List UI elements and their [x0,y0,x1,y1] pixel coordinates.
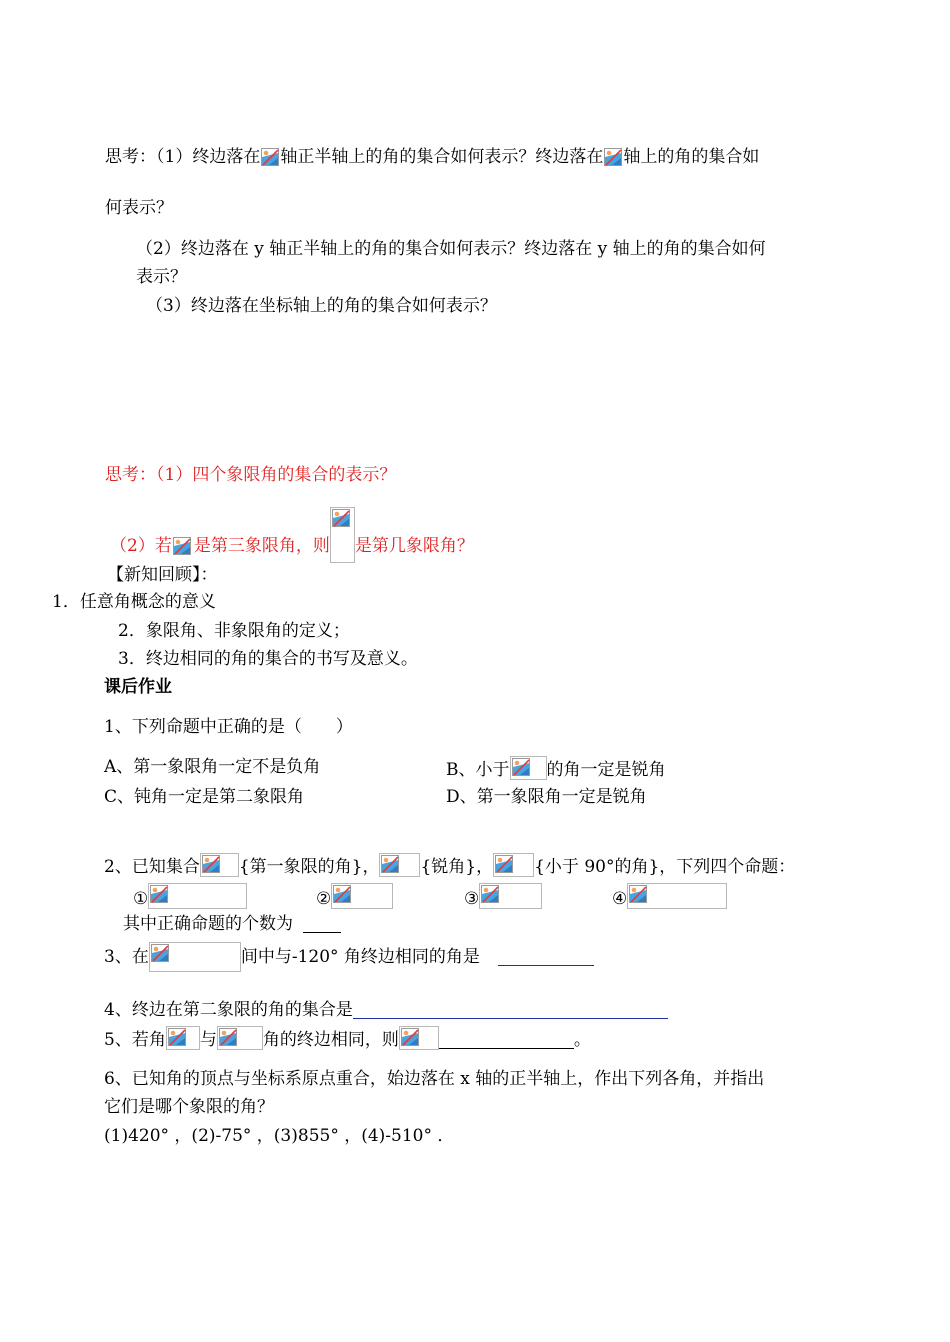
think1-text-a: 思考：（1）终边落在 [105,147,261,167]
q2-line1 [104,853,795,878]
q3-answer-blank[interactable] [498,947,594,966]
broken-image-glyph [168,1028,186,1046]
think1-text-b: 轴正半轴上的角的集合如何表示？终边落在 [280,147,604,167]
q2-prop3-num: ③ [464,889,480,909]
q2-count-text: 其中正确命题的个数为 [123,914,293,934]
broken-image-icon [217,1026,263,1050]
q5-text-a: 5、若角 [104,1030,166,1050]
broken-image-icon [603,147,623,167]
q2-answer-blank[interactable] [303,914,341,933]
broken-image-icon [627,883,727,909]
think1-q2-line2: 表示？ [136,267,187,287]
q2-prop1-num: ① [133,889,149,909]
broken-image-glyph [495,855,513,873]
q4-text: 4、终边在第二象限的角的集合是 [104,1000,353,1020]
q2-text-c: {锐角}， [420,857,494,877]
q5-line [104,1026,591,1051]
think2-text-a: （2）若 [110,536,172,556]
broken-image-glyph [512,758,530,776]
q5-text-c: 角的终边相同，则 [262,1030,399,1050]
q3-line [104,942,594,972]
broken-image-glyph [173,537,191,555]
q1-option-c: C、钝角一定是第二象限角 [104,787,305,807]
think1-line1 [105,146,759,168]
q3-text-a: 3、在 [104,947,149,967]
broken-image-icon [148,883,247,909]
q5-text-b: 与 [199,1030,217,1050]
q6-line3: (1)420° ，(2)-75° ，(3)855° ，(4)-510° ． [104,1126,455,1146]
q2-prop4 [612,883,727,910]
think2-text-b: 是第三象限角，则 [193,536,330,556]
q4-answer-blank[interactable] [353,1000,668,1019]
broken-image-glyph [150,885,168,903]
broken-image-icon [399,1026,439,1050]
broken-image-glyph [381,855,399,873]
q2-prop2 [316,883,393,910]
think2-text-c: 是第几象限角？ [354,536,474,556]
q4-line [104,999,668,1021]
q1-option-b-text-a: B、小于 [446,760,510,780]
think1-text-c: 轴上的角的集合如 [623,147,760,167]
q1-option-b [446,756,666,781]
homework-title: 课后作业 [104,677,172,697]
broken-image-glyph [261,148,279,166]
q2-text-d: {小于 90°的角}，下列四个命题： [534,857,796,877]
q2-prop4-num: ④ [612,889,628,909]
broken-image-glyph [151,944,169,962]
review-item3: 3．终边相同的角的集合的书写及意义。 [118,649,418,669]
q1-option-a: A、第一象限角一定不是负角 [104,757,321,777]
think1-q2-line1: （2）终边落在 y 轴正半轴上的角的集合如何表示？终边落在 y 轴上的角的集合如何 [136,239,766,259]
broken-image-glyph [333,885,351,903]
review-title: 【新知回顾】： [107,565,218,585]
q5-answer-blank[interactable] [439,1030,574,1049]
think2-line2 [110,507,474,563]
broken-image-icon [172,536,194,556]
broken-image-glyph [481,885,499,903]
broken-image-icon [260,147,280,167]
broken-image-icon [493,853,534,877]
think2-line1: 思考：（1）四个象限角的集合的表示？ [105,465,397,485]
q6-line1: 6、已知角的顶点与坐标系原点重合，始边落在 x 轴的正半轴上，作出下列各角，并指出 [104,1069,765,1089]
broken-image-icon [479,883,542,909]
broken-image-glyph [219,1028,237,1046]
broken-image-glyph [401,1028,419,1046]
broken-image-icon [200,853,239,877]
broken-image-icon [510,756,547,780]
broken-image-icon [379,853,420,877]
broken-image-glyph [202,855,220,873]
q5-text-d: 。 [573,1030,591,1050]
q6-line2: 它们是哪个象限的角？ [104,1097,274,1117]
broken-image-glyph [332,509,350,527]
q2-text-b: {第一象限的角}， [238,857,380,877]
q3-text-b: 间中与-120° 角终边相同的角是 [240,947,480,967]
think1-line2: 何表示？ [105,198,173,218]
q2-count [123,913,341,935]
review-item1: 1．任意角概念的意义 [52,592,216,612]
q1-stem: 1、下列命题中正确的是（ ） [104,717,353,737]
q1-option-b-text-b: 的角一定是锐角 [546,760,666,780]
broken-image-icon [166,1026,200,1050]
broken-image-glyph [604,148,622,166]
q2-text-a: 2、已知集合 [104,857,200,877]
q2-prop2-num: ② [316,889,332,909]
think1-q3: （3）终边落在坐标轴上的角的集合如何表示？ [146,296,497,316]
broken-image-icon [149,942,241,972]
broken-image-glyph [629,885,647,903]
q2-prop3 [464,883,542,910]
review-item2: 2．象限角、非象限角的定义； [118,621,350,641]
broken-image-icon [330,507,355,563]
q1-option-d: D、第一象限角一定是锐角 [446,787,647,807]
broken-image-icon [331,883,393,909]
q2-prop1 [133,883,247,910]
